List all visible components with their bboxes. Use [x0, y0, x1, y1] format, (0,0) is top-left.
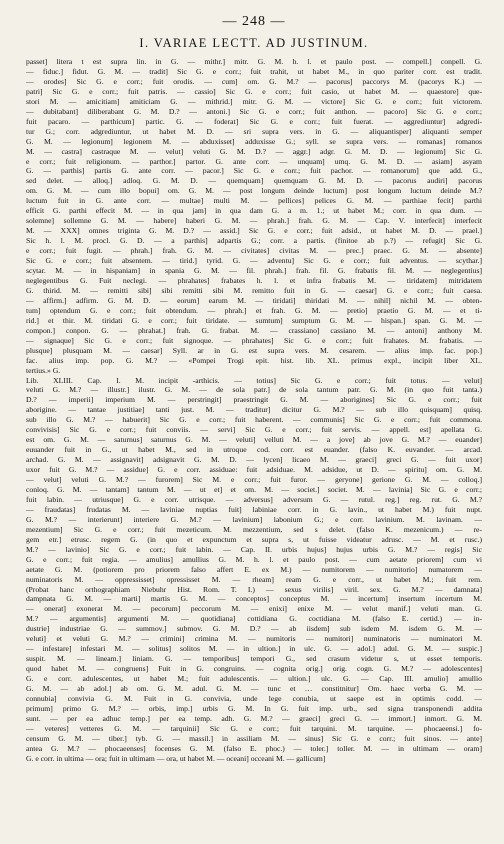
text-line: — affirm.] adfirm. G. M. D. — eorum] earum M. — tiridati] thiridati M. — nihil] nichil M. — obten-: [26, 295, 482, 305]
text-line: suspit. M. — lineam.] liniam. G. — temporibus] tempori G., sed crasum videtur s, ut esset temporis.: [26, 654, 482, 664]
text-line: stori M. — amicitiam] amiticiam G. — mithrid.] mitr. G. M. — victore] Sic G. e corr.; fuit victorem.: [26, 96, 482, 106]
text-line: plusque] plusquam M. — caesar] Syll. ar in G. est supra vers. M. cesarem. — alius imp. fac. pop.]: [26, 345, 482, 355]
text-line: fuit pacaro. — parthicum] partic. G. — foderat] Sic G. e corr.; fuit fuerat. — aggrediuntur] adgredi-: [26, 116, 482, 126]
text-line: — onerat] exonerat M. — pecorum] peccorum M. — enixi] enixe M. — velut manif.] veluti man. G.: [26, 604, 482, 614]
text-line: uxor fuit G. M.? — assidue] G. e corr. assiduae: fuit adsiduae. M. adsidue, ut D. — spiritu] om. G. M.: [26, 465, 482, 475]
section-title: I. VARIAE LECTT. AD JUSTINUM.: [139, 36, 369, 50]
text-line: antea G. M.? — phocaeenses] focenses G. M. (falso E. phoc.) — toler.] toller. M. — in ultimam — oram]: [26, 743, 482, 753]
text-line: M.? — argumentis] argumenti M. — quotidiana] cottidiana G. coctidiana M. (falso E. certid.) — in-: [26, 614, 482, 624]
text-line: — infestare] infestari M. — solitus] solitos M. — in ultion.] in ulc. G. — adol.] adul. G. M. — suspic.]: [26, 644, 482, 654]
text-line: sed delet. — alloq.] adloq. G. M. D. — quemquam] quemquam G. M. D. — pacorus audiri] pacorus: [26, 176, 482, 186]
text-line: G. thirid. M. — remitti sibi] sibi remitti sibi M. remitto fuit in G. — caesar] G. e corr.; fuit caesa.: [26, 285, 482, 295]
text-line: e corr.; fuit fugit. — phrah.] frah. G. M. — civitates] civitas M. — prec.] praec. G. M. — absente]: [26, 246, 482, 256]
text-line: sub illo G. M.? — habuerit] Sic G. e corr.; fuit haberent. — communis] Sic G. e corr.; fuit commona.: [26, 415, 482, 425]
text-line: tertius.» G.: [26, 365, 61, 375]
text-line: efficit G. parthi effecit M. — in qua jam] in qua dam G. a m. 1.; ut habet M.; corr. in qua dum. —: [26, 206, 482, 216]
text-line: Sic h. l. M. procl. G. D. — a parthis] adpartis G.; corr. a partis. (finitoe ab p.?) — refugit] Sic G.: [26, 236, 482, 246]
text-line: G. M. — ab adol.] ab om. G. M. adul. G. M. — tunc et … constitnitur] Om. haec verba G. M. —: [26, 684, 482, 694]
text-line: aborigine. — tantae justitiae] tanti just. M. — traditur] dicitur G. M.? — sub illo quisquam] quisq.: [26, 405, 482, 415]
text-line: compon.] conpon. G. — phrahat.] frah. G. frabat. M. — crassiano] cassiano M. — antoni] anthony M.: [26, 325, 482, 335]
text-line: gem etr.] etrusc. regem G. (in quo et expunctum et supra s, ut fuisse videatur adrusc. — M. et rusc.): [26, 534, 482, 544]
text-line: (Probat hanc orthographiam Niebuhr Hist. Rom. T. I.) — sexus virilis] viril. sex. G. M.? — damnata]: [26, 584, 482, 594]
text-line: luctum fuit in G. ante corr. — multae] multi M. — pellices] pelices G. M. — parthiae fecit] parthi: [26, 196, 482, 206]
text-line: M. — XXX] omnes triginta G. M. D.? — assid.] Sic G. e corr.; fuit adsid., ut habet M. D. — prael.]: [26, 226, 482, 236]
text-line: scytar. M. — in hispaniam] in spania G. M. — fil. phrah.] frah. fil. G. frabatis fil. M. — neglegentius]: [26, 266, 482, 276]
text-line: solemne] sollemne G. M. — habere] haberi G. M. — phrah.] frah. G. M. — Cap. V. interfecit] interfecit: [26, 216, 482, 226]
text-line: G. e corr. adulescentes, ut habet M.; fuit adulescentis. — ultion.] ulc. G. — Cap. III. amulio] amullio: [26, 674, 482, 684]
text-line: M.? — lavinio] Sic G. e corr.; fuit labin. — Cap. II. urbis hujus] hujus urbis G. M.? — regis] Sic: [26, 544, 482, 554]
text-line: primum] primo G. M.? — orbis, imp.] urbis G. M. In G. fuit imp. urb., sed signa transponendi addita: [26, 703, 482, 713]
text-line: est om. G. M. — saturnus] saturnus G. M. — veluti] velluti M. — a jove] ab jove G. M.? — euander]: [26, 435, 482, 445]
text-line: dustrie] industriae G. — summov.] submov. G. M. D.? — ab iisdem] sub isdem M. isdem G. M. —: [26, 624, 482, 634]
text-line: mezentium] Sic G. e corr.; fuit mezeticum. M. mezzentium, sed s delet. (falso K. mezenicum.) — re-: [26, 524, 482, 534]
text-line: — fiduc.] fidut. G. M. — tradit] Sic G. e corr.; fuit trahit, ut habet M., in quo pariter corr. est tradit.: [26, 66, 482, 76]
text-line: D.? — imperii] imperium M. — perstringit] praestringit G. M. — aborigines] Sic G. e corr.; fuit: [26, 395, 482, 405]
text-line: fac. alius imp. pop. G. M.? — «Pompei Trogi epit. hist. lib. XL. primus expl., incipit liber XL.: [26, 355, 482, 365]
text-line: connubia] convivia G. M. Fuit in G. convivia, unde lege conubia, ut saepe est in optimis codd. —: [26, 694, 482, 703]
text-line: rid.] et thir. M. tiridati G. e corr.; fuit tiridate. — sumtum] sumptum G. M. — hispan.] span. G. M. —: [26, 315, 482, 325]
apparatus-text: [26, 57, 482, 764]
text-line: neglegentibus G. Fuit neclegi. — phrahates] frabates h. l. et infra frabatis M. — tiridatem] mitridatem: [26, 275, 482, 285]
text-line: archad. G. M. — assignavit] adsignavit G. M. D. — lycen] licaeo M. — graeci] greci G. — fuit uxor]: [26, 455, 482, 465]
text-line: M. — castra] castraque M. — velut] veluti G. M. D.? — aggr.] adgr. G. M. D. — legionum] Sic G.: [26, 146, 482, 156]
text-line: — velut] veluti G. M.? — furorem] Sic M. e corr.; fuit furor. — geryone] gerione G. M. — colloq.]: [26, 475, 482, 485]
text-line: censum G. M. — tiber.] tyb. G. — massil.] in assiliam M. — sinus] Sic G. e corr.; fuit sinos. — ante]: [26, 733, 482, 743]
text-line: conloq. G. M. — tantam] tantum M. — ut et] et om. M. — societ.] societ. M. — lavinia] Sic G. e corr.;: [26, 484, 482, 494]
text-line: aetate G. M. (potiorem pro priorem falso affert E. ex M.) — numitorem — numitorio] numatorem —: [26, 564, 482, 574]
text-line: — dubitabant] diliberabant G. M. D.? — antoni.] Sic G. e corr.; fuit anthon. — pacoro] Sic G. e corr.;: [26, 106, 482, 116]
text-line: euuander fuit in G., ut habet M., sed in utroque cod. corr. est euander. (falso K. euvander. — arcad.: [26, 445, 482, 455]
text-line: numinatoris M. — oppressisset] opressisset M. — rheam] ream G. e corr., ut habet M.; fuit rem.: [26, 574, 482, 584]
page-number: — 248 —: [222, 14, 286, 29]
text-line: om. G. M. — cum illo bopui] om. G. M. — post longum deinde luctum] post longum luctum deinde M.?: [26, 186, 482, 196]
text-line: Lib. XLIII. Cap. I. M. incipit -arthicis. — totius] Sic G. e corr.; fuit totus. — velut]: [26, 375, 482, 385]
text-line: Sic G. e corr.; fuit absentem. — tirid.] tyrid. G. — adventu] Sic G. e corr.; fuit adventus. — scythar.]: [26, 256, 482, 266]
text-line: veluti G. M.? — illustr.] ilustr. G. M. — de sola patr.] de sola tantum patr. G. M. (in quo fuit tanta.): [26, 385, 482, 395]
text-line: sunt. — per ea adhuc temp.] per ea temp. adh. G. M.? — graeci] greci G. — immort.] inmort. G. M.: [26, 713, 482, 723]
text-line: fuit labin. — utriusque] G. e corr. utrisque. — adversus] adversum G. — rutul. reg.] reg. rut. G. M.?: [26, 494, 482, 504]
text-line: tum] optendum G. e corr.; fuit obtendum. — phrah.] et frah. G. M. — pretio] praetio G. M. — et ti-: [26, 305, 482, 315]
text-line: — orodes] Sic G. e corr.; fuit orodis. — cum] om. G. M.? — pacorus] paccorys M. (pacorys K.) —: [26, 76, 482, 86]
text-line: G. e corr.; fuit regia. — amulius] amullius G. M. h. l. et paulo post. — cum aetate priorem] cum vi: [26, 554, 482, 564]
text-line: G. e corr. in ultima — ora; fuit in ultimam — ora, ut habet M. — oceani] occeani M. — gallicum]: [26, 753, 326, 763]
text-line: convivisis] Sic G. e corr.; fuit conviis. — servi] Sic G. e corr.; fuit servis. — appell. est] apellata G.: [26, 425, 482, 435]
text-line: veluti] et veluti G. M.? — crimini] crimina M. — numitoris — numitori] numinatoris — numinatori M.: [26, 634, 482, 644]
text-line: dampnata G. M. — marti] martis G. M. — conceptos] conceptus M. — incertum] insertum incertum M.: [26, 594, 482, 604]
text-line: — veteres] vetteres G. M. — tarquinii] Sic G. e corr.; fuit tarquini. M. tarquine. — phocaeensi.] fo-: [26, 723, 482, 733]
text-line: — fraudatas] frudatas M. — laviniae nuptias fuit] labiniae corr. in G. lavin., ut habet M.) fuit nupt.: [26, 504, 482, 514]
text-line: G. M.? — interierunt] interiere G. M.? — lavinium] labonium G.; e corr. lavinium. M. lavinam. —: [26, 514, 482, 524]
text-line: G. M. — legionum] legionem M. — abduxisset] adduxisse G.; syll. se supra vers. — romanas] romanos: [26, 136, 482, 146]
text-line: e corr.; fuit religionum. — parthor.] partor. G. ante corr. — unquam] umq. G. M. D. — asiam] asyam: [26, 156, 482, 166]
text-line: tur G.; corr. adgrediuntur, ut habet M. D. — sri supra vers. in G. — aliquantisper] aliquanti semper: [26, 126, 482, 136]
text-line: patri] Sic G. e corr.; fuit patris. — cassio] Sic G. e corr.; fuit casio, ut habet M. — quaestore] que-: [26, 86, 482, 96]
text-line: G. — parthis] partis G. ante corr. — pacor.] Sic G. e corr.; fuit pachor. — romanorum] que add. G.,: [26, 166, 482, 176]
text-line: — signaque] Sic G. e corr.; fuit signoque. — phrahates] Sic G. e corr.; fuit frahates. M. frabatis. —: [26, 335, 482, 345]
text-line: passet] litera t est supra lin. in G. — mithr.] mitr. G. M. h. l. et paulo post. — compell.] conpell. G.: [26, 57, 482, 66]
text-line: quod habet M. — congruens] Fuit in G. congruins. — cognita orig.] orig. cogn. G. M.? — adolescentes]: [26, 664, 482, 674]
